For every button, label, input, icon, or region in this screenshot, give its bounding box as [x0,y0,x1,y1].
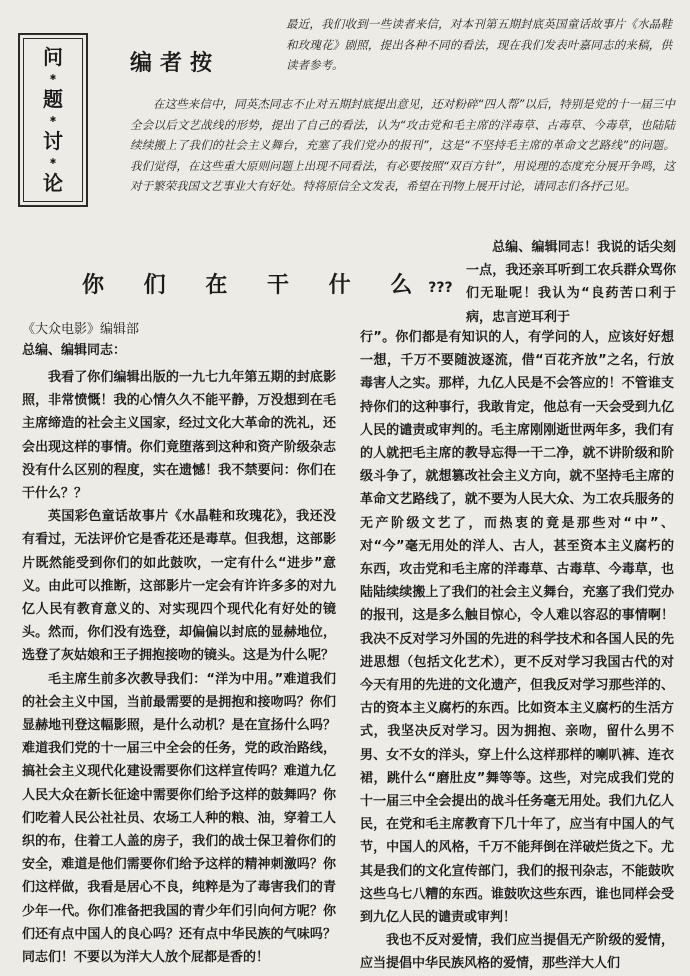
letter-salutation: 总编、编辑同志： [22,343,127,358]
editors-note-intro: 最近，我们收到一些读者来信，对本刊第五期封底英国童话故事片《水晶鞋和玫瑰花》剧照，提出各种不同的看法，现在我们发表叶嘉同志的来稿，供读者参考。 [286,17,672,72]
column-tag-inner [23,38,83,202]
column-tag-char: 题 [43,87,63,111]
article-title [82,268,453,299]
letter-paragraph: 英国彩色童话故事片《水晶鞋和玫瑰花》，我还没有看过，无法评价它是香花还是毒草。但我想，这部影片既然能受到你们的如此鼓吹，一定有什么“进步”意义。由此可以推断，这部影片一定会有许许多多的对九亿人民有教育意义的、对实现四个现代化有好处的镜头。然而，你们没有选登，却偏偏以封底的显赫地位，选登了灰姑娘和王子拥抱接吻的镜头。这是为什么呢？ [22,509,336,664]
editors-note-body: 在这些来信中，同英杰同志不止对五期封底提出意见，还对粉碎“四人帮”以后，特别是党的十一届三中全会以后文艺战线的形势，提出了自己的看法，认为“攻击党和毛主席的洋毒草、古毒草、今毒草，也陆陆续续搬上了我们的社会主义舞台，充塞了我们党办的报刊”，这是“不坚持毛主席的革命文艺路线”的问题。我们觉得，在这些重大原则问题上出现不同看法，有必要按照“双百方针”，用说理的态度充分展开争鸣，这对于繁荣我国文艺事业大有好处。特将原信全文发表，希望在刊物上展开讨论，请同志们各抒己见。 [130,97,675,193]
letter-recipient: 《大众电影》编辑部 [22,322,140,337]
column-tag-char: 讨 [43,129,63,153]
letter-right-column [360,326,674,976]
star-icon: ✱ [49,73,57,82]
letter-left-column [22,366,336,969]
letter-right-top-text: 总编、编辑同志！我说的话尖刻一点，我还亲耳听到工农兵群众骂你们无耻呢！我认为“良药苦口利于病，忠言逆耳利于 [466,240,676,325]
letter-paragraph: 行”。你们都是有知识的人，有学问的人，应该好好想一想，千万不要随波逐流，借“百花齐放”之名，行放毒害人之实。那样，九亿人民是不会答应的！不管谁支持你们的这种事行，我敢肯定，他总有一天会受到九亿人民的谴责或审判的。毛主席刚刚逝世两年多，我们有的人就把毛主席的教导忘得一干二净，就不讲阶级和阶级斗争了，就想篡改社会主义方向，就不坚持毛主席的革命文艺路线了，就不要为人民大众、为工农兵服务的无产阶级文艺了，而热衷的竟是那些对“中”、对“今”毫无用处的洋人、古人，甚至资本主义腐朽的东西，攻击党和毛主席的洋毒草、古毒草、今毒草，也陆陆续续搬上了我们的社会主义舞台，充塞了我们党办的报刊，这是多么触目惊心，令人难以容忍的事情啊！我决不反对学习外国的先进的科学技术和各国人民的先进思想（包括文化艺术），更不反对学习我国古代的对今天有用的先进的文化遗产，但我反对学习那些洋的、古的资本主义腐朽的东西。比如资本主义腐朽的生活方式，我坚决反对学习。因为拥抱、亲吻，留什么男不男、女不女的洋头，穿上什么这样那样的喇叭裤、连衣裙，跳什么“磨肚皮”舞等等。这些，对完成我们党的十一届三中全会提出的战斗任务毫无用处。我们九亿人民，在党和毛主席教育下几十年了，应当有中国人的气节，中国人的风格，千万不能拜倒在洋破烂货之下。尤其是我们的文化宣传部门，我们的报刊杂志，不能鼓吹这些乌七八糟的东西。谁鼓吹这些东西，谁也同样会受到九亿人民的谴责或审判！ [360,330,674,926]
editors-note-title: 编者按 [130,51,221,76]
star-icon: ✱ [49,157,57,166]
article-title-text: 你 们 在 干 什 么 [82,273,429,298]
column-tag-char: 问 [43,45,63,69]
column-tag-box [18,33,88,207]
letter-paragraph: 我看了你们编辑出版的一九七九年第五期的封底影照，非常愤慨！我的心情久久不能平静，万没想到在毛主席缔造的社会主义国家，经过文化大革命的洗礼，还会出现这样的事情。你们竟堕落到这种和资产阶级杂志没有什么区别的程度，实在遗憾！我不禁要问：你们在干什么？？ [22,370,336,502]
article-title-marks: ??? [428,280,453,296]
letter-paragraph: 毛主席生前多次教导我们：“洋为中用。”难道我们的社会主义中国，当前最需要的是拥抱和接吻吗？你们显赫地刊登这幅影照，是什么动机？是在宣扬什么吗？难道我们党的十一届三中全会的任务，党的政治路线，搞社会主义现代化建设需要你们这样宣传吗？难道九亿人民大众在新长征途中需要你们给予这样的鼓舞吗？你们吃着人民公社社员、农场工人种的粮、油，穿着工人织的布，住着工人盖的房子，我们的战士保卫着你们的安全，难道是他们需要你们给予这样的精神刺激吗？你们这样做，我看是居心不良，纯粹是为了毒害我们的青少年一代。你们准备把我国的青少年们引向何方呢？你们还有点中国人的良心吗？还有点中华民族的气味吗？同志们！不要以为洋大人放个屁都是香的！ [22,671,336,966]
star-icon: ✱ [49,115,57,124]
letter-paragraph: 我也不反对爱情，我们应当提倡无产阶级的爱情，应当提倡中华民族风格的爱情，那些洋大人们 [360,933,674,972]
column-tag-char: 论 [43,171,63,195]
